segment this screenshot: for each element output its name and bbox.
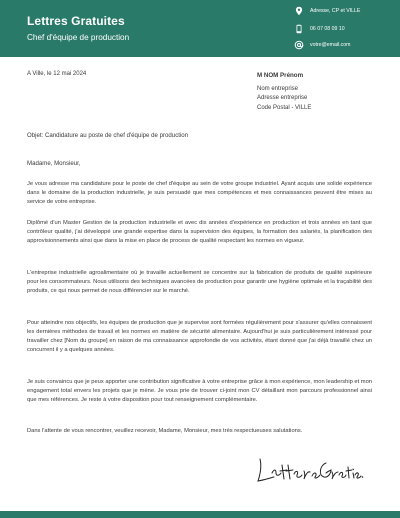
- recipient-postal-city: Code Postal - VILLE: [257, 104, 312, 111]
- handwritten-signature: [254, 455, 364, 485]
- closing-sentence: Dans l'attente de vous rencontrer, veuillez recevoir, Madame, Monsieur, mes très respectueuses salutations.: [27, 428, 303, 434]
- contact-address: [294, 6, 360, 16]
- brand-title: Lettres Gratuites: [27, 14, 125, 28]
- phone-text: 06 07 08 09 10: [310, 26, 345, 32]
- phone-icon: [294, 24, 304, 34]
- at-sign-icon: [294, 40, 304, 50]
- paragraph-2: Diplômé d'un Master Gestion de la production industrielle et avec dix années d'expérience en production et trois années en tant que contrôleur qualité, j'ai développé une grande expertise dans la supervision des équipes, la formation des salariés, la planification des approvisionnements ainsi que dans la mise en place de process de qualité respectant les normes en vigueur.: [27, 220, 372, 244]
- paragraph-3: L'entreprise industrielle agroalimentaire où je travaille actuellement se concentre sur la fabrication de produits de qualité supérieure pour les consommateurs. Nous utilisons des techniques avancées de production pour garantir une hygiène optimale et la traçabilité des produits, ce qui nous permet de nous différencier sur le marché.: [27, 270, 372, 294]
- contact-phone: [294, 24, 345, 34]
- paragraph-4: Pour atteindre nos objectifs, les équipes de production que je supervise sont formées régulièrement pour s'assurer qu'elles connaissent les dernières méthodes de travail et les normes en matière de sécurité alimentaire. Aujourd'hui je suis particulièrement intéressé pour travailler chez [Nom du groupe] en raison de ma connaissance approfondie de vos activités, étant donné que j'ai déjà travaillé chez un concurrent il y a quelques années.: [27, 320, 372, 353]
- place-date: A Ville, le 12 mai 2024: [27, 71, 87, 77]
- location-pin-icon: [294, 6, 304, 16]
- recipient-company: Nom entreprise: [257, 85, 299, 92]
- job-title: Chef d'équipe de production: [27, 33, 130, 42]
- email-text: votre@email.com: [310, 42, 351, 48]
- header-banner: [0, 0, 400, 57]
- recipient-address: Adresse entreprise: [257, 95, 308, 101]
- contact-email: [294, 40, 350, 50]
- footer-bar: [0, 511, 400, 518]
- paragraph-5: Je suis convaincu que je peux apporter une contribution significative à votre entreprise grâce à mon expérience, mon leadership et mon engagement total envers les projets que je mène. Je vous prie de trouver ci-joint mon CV détaillant mon parcours professionnel ainsi que mes références. Je reste à votre disposition pour tout renseignement complémentaire.: [27, 379, 372, 403]
- subject-line: Objet: Candidature au poste de chef d'équipe de production: [27, 132, 189, 139]
- paragraph-1: Je vous adresse ma candidature pour le poste de chef d'équipe au sein de votre groupe industriel. Ayant acquis une solide expérience dans le domaine de la production industrielle, je suis persuadé que mes compétences et mes connaissances peuvent être mises au service de votre entreprise.: [27, 181, 372, 205]
- salutation: Madame, Monsieur,: [27, 160, 81, 167]
- recipient-name: M NOM Prénom: [257, 72, 304, 79]
- address-text: Adresse, CP et VILLE: [310, 8, 361, 14]
- recipient-block: [257, 71, 311, 113]
